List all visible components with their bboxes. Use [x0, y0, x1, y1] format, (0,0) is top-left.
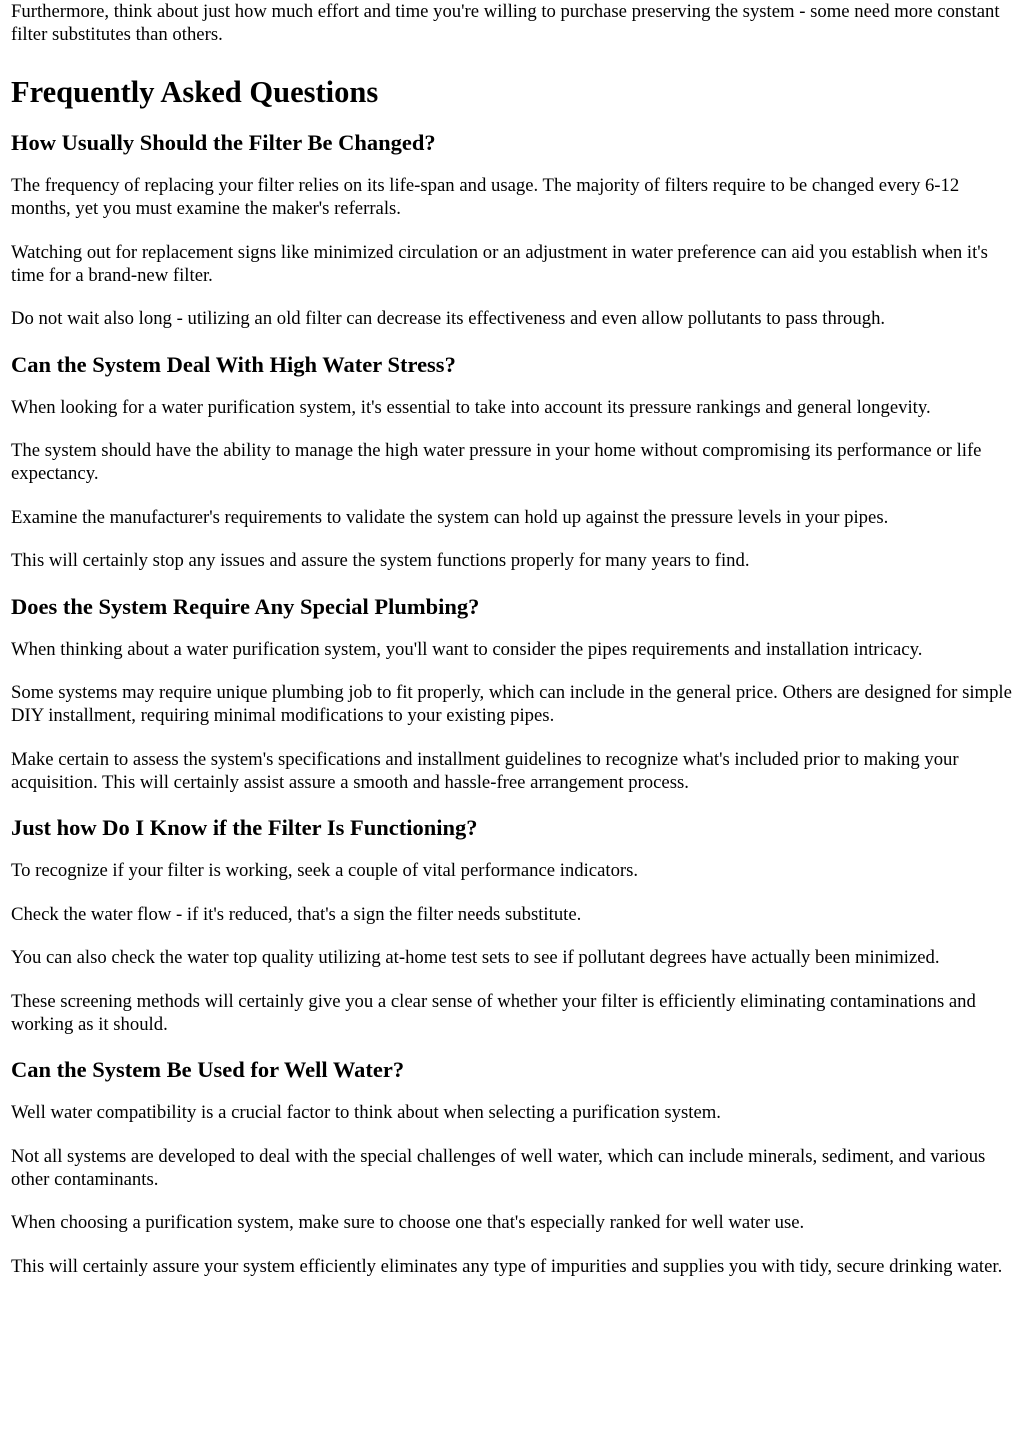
faq-answer-paragraph: The system should have the ability to manage the high water pressure in your home without compromising its performance or life expectancy. — [11, 440, 982, 484]
faq-section — [11, 129, 1014, 330]
faq-answer-paragraph: Some systems may require unique plumbing job to fit properly, which can include in the general price. Others are designed for simple DIY installment, requiring minimal modifications to your existing pipes. — [11, 682, 1012, 726]
intro-paragraph: Furthermore, think about just how much effort and time you're willing to purchase preserving the system - some need more constant filter substitutes than others. — [11, 1, 1000, 45]
faq-answer-paragraph: When looking for a water purification system, it's essential to take into account its pressure rankings and general longevity. — [11, 396, 931, 418]
faq-answer-paragraph: Do not wait also long - utilizing an old filter can decrease its effectiveness and even allow pollutants to pass through. — [11, 308, 886, 329]
faq-question-heading: Can the System Be Used for Well Water? — [11, 1057, 405, 1082]
faq-question-heading: Does the System Require Any Special Plumbing? — [11, 593, 480, 619]
faq-answer-paragraph: This will certainly stop any issues and assure the system functions properly for many years to find. — [11, 550, 750, 571]
faq-answer-paragraph: When thinking about a water purification system, you'll want to consider the pipes requirements and installation intricacy. — [11, 638, 923, 660]
faq-answer-paragraph: You can also check the water top quality utilizing at-home test sets to see if pollutant degrees have actually been minimized. — [11, 947, 940, 968]
faq-title: Frequently Asked Questions — [11, 75, 379, 109]
faq-answer-paragraph: Watching out for replacement signs like minimized circulation or an adjustment in water preference can aid you establish when it's time for a brand-new filter. — [11, 241, 988, 286]
faq-answer-paragraph: Examine the manufacturer's requirements to validate the system can hold up against the pressure levels in your pipes. — [11, 506, 889, 528]
faq-section — [11, 1056, 1014, 1278]
faq-section — [11, 593, 1014, 794]
faq-answer-paragraph: The frequency of replacing your filter relies on its life-span and usage. The majority of filters require to be changed every 6-12 months, yet you must examine the maker's referrals. — [11, 175, 960, 219]
faq-answer-paragraph: Check the water flow - if it's reduced, that's a sign the filter needs substitute. — [11, 903, 582, 925]
faq-question-heading: How Usually Should the Filter Be Changed? — [11, 130, 436, 155]
faq-answer-paragraph: Make certain to assess the system's specifications and installment guidelines to recognize what's included prior to making your acquisition. This will certainly assist assure a smooth and hassle-free arrangement process. — [11, 748, 959, 793]
faq-answer-paragraph: To recognize if your filter is working, seek a couple of vital performance indicators. — [11, 860, 639, 881]
faq-question-heading: Can the System Deal With High Water Stress? — [11, 351, 456, 377]
faq-answer-paragraph: When choosing a purification system, make sure to choose one that's especially ranked for well water use. — [11, 1212, 805, 1233]
faq-answer-paragraph: Well water compatibility is a crucial factor to think about when selecting a purification system. — [11, 1102, 721, 1123]
faq-section — [11, 351, 1014, 573]
faq-answer-paragraph: These screening methods will certainly give you a clear sense of whether your filter is efficiently eliminating contaminations and working as it should. — [11, 990, 976, 1035]
faq-question-heading: Just how Do I Know if the Filter Is Functioning? — [11, 815, 478, 840]
faq-answer-paragraph: This will certainly assure your system efficiently eliminates any type of impurities and supplies you with tidy, secure drinking water. — [11, 1255, 1003, 1277]
faq-answer-paragraph: Not all systems are developed to deal with the special challenges of well water, which can include minerals, sediment, and various other contaminants. — [11, 1145, 986, 1190]
faq-section — [11, 814, 1014, 1036]
